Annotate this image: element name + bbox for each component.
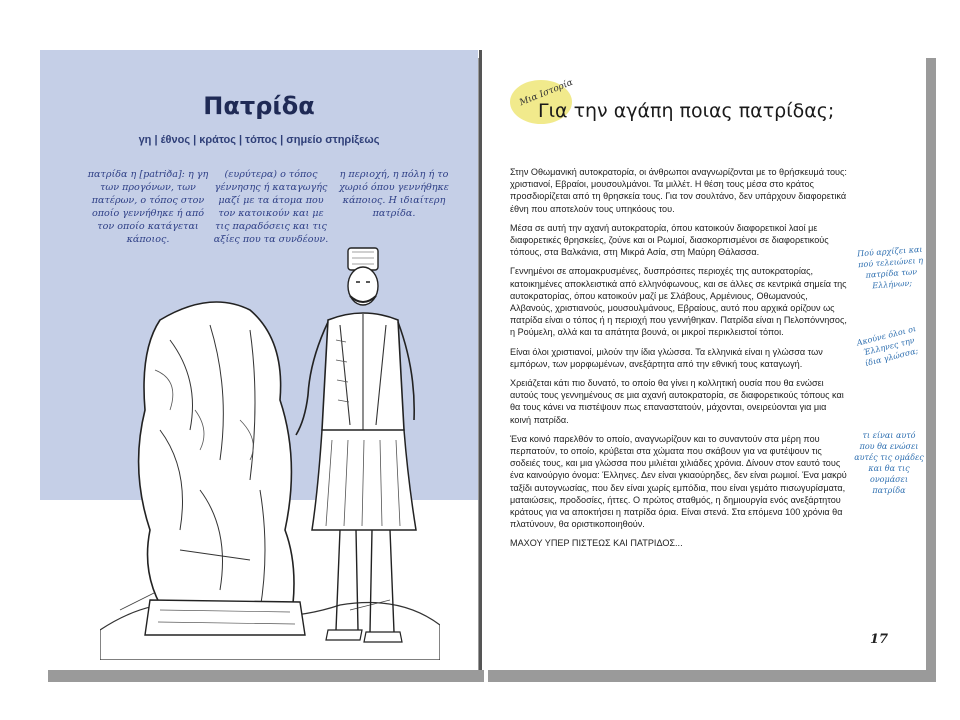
paragraph-4: Είναι όλοι χριστιανοί, μιλούν την ίδια γλώσσα. Τα ελληνικά είναι η γλώσσα των εμπόρων, των μορφωμένων, ανεξάρτητα από την εθνική τους καταγωγή.	[510, 346, 823, 369]
right-page	[482, 50, 926, 670]
definition-3: η περιοχή, η πόλη ή το χωριό όπου γεννήθηκε κάποιος. Η ιδιαίτερη πατρίδα.	[339, 169, 449, 219]
page-number: 17	[870, 632, 889, 647]
margin-note-1: Πού αρχίζει και πού τελειώνει η πατρίδα των Ελλήνων;	[856, 244, 924, 291]
paragraph-3: Γεννημένοι σε απομακρυσμένες, δυσπρόσιτες περιοχές της αυτοκρατορίας, κατοικημένες αποκλειστικά από ελληνόφωνους, και σε άλλες σε κεντρικά σημεία της αυτοκρατορίας, όπου κατοικούν μαζί με Σλάβους, Αρμένιους, Οθωμανούς, Αλβανούς, χριστιανούς, μουσουλμάνους, Εβραίους, αυτό που αρχικά ορίζουν ως πατρίδα είναι ο τόπος ή η περιοχή που γεννήθηκαν. Πατρίδα είναι η Πελοπόννησος, η Ρούμελη, αλλά και τα απάτητα βουνά, οι μικροί περικλειστοί τόποι.	[510, 266, 847, 338]
right-page-title: Για την αγάπη ποιας πατρίδας;	[538, 100, 835, 122]
page-subtitle: γη | έθνος | κράτος | τόπος | σημείο στηρίξεως	[138, 134, 380, 146]
definition-2: (ευρύτερα) ο τόπος γέννησης ή καταγωγής μαζί με τα άτομα που τον κατοικούν και με τις παραδόσεις και τις αξίες που τα συνδέουν.	[213, 169, 329, 245]
paragraph-2: Μέσα σε αυτή την αχανή αυτοκρατορία, όπου κατοικούν διαφορετικοί λαοί με διαφορετικές θρησκείες, ζούνε και οι Ρωμιοί, διασκορπισμένοι σε διαφορετικούς τόπους, στα Βαλκάνια, στη Μικρά Ασία, στη Μαύρη Θάλασσα.	[510, 222, 829, 258]
story-stamp-text: Μια Ιστορία	[518, 77, 575, 109]
illustration-statue-and-man	[100, 230, 440, 660]
margin-note-3: τι είναι αυτό που θα ενώσει αυτές τις ομάδες και θα τις ονομάσει πατρίδα	[854, 431, 924, 495]
paragraph-6: Ένα κοινό παρελθόν το οποίο, αναγνωρίζουν και το συναντούν στα μέρη που περπατούν, το οποίο, κρύβεται στα χώματα που σκάβουν για να φυτέψουν τις σοδειές τους, και μια γλώσσα που μιλιέται χιλιάδες χρόνια. Δίνουν στον εαυτό τους ένα καινούργιο όνομα: Έλληνες. Δεν είναι γκιαούρηδες, δεν είναι ρωμιοί. Ένα μακρύ ταξίδι αυτογνωσίας, που δεν είναι χωρίς εμπόδια, που είναι γεμάτο πισωγυρίσματα, ματαιώσεις, προδοσίες, ήττες. Ο πρώτος σταθμός, η δημιουργία ενός ανεξάρτητου κράτους για να αποκτήσει η πατρίδα όρια. Είναι στενά. Στα επόμενα 100 χρόνια θα πλατύνουν, θα οριστικοποιηθούν.	[510, 433, 847, 530]
page-title: Πατρίδα	[203, 92, 315, 120]
definition-1: πατρίδα η [patriða]: η γη των προγόνων, των πατέρων, ο τόπος στον οποίο γεννήθηκε ή από τον οποίο κατάγεται κάποιος.	[87, 169, 209, 245]
paragraph-7: ΜΑΧΟΥ ΥΠΕΡ ΠΙΣΤΕΩΣ ΚΑΙ ΠΑΤΡΙΔΟΣ...	[510, 538, 683, 549]
paragraph-5: Χρειάζεται κάτι πιο δυνατό, το οποίο θα γίνει η κολλητική ουσία που θα ενώσει αυτούς τους γεννημένους σε μια αχανή αυτοκρατορία, σε διαφορετικούς τόπους και θα τους κάνει να πιστέψουν πως επαναστατούν, μάχονται, ονειρεύονται για μια κοινή πατρίδα.	[510, 378, 844, 425]
body-text	[510, 166, 850, 557]
paragraph-1: Στην Οθωμανική αυτοκρατορία, οι άνθρωποι αναγνωρίζονται με το θρήσκευμά τους: χριστιανοί, Εβραίοι, μουσουλμάνοι. Τα μιλλέτ. Η θέση τους μέσα στο κράτος προσδιορίζεται από τη θρησκεία τους. Για τον σουλτάνο, δεν υπάρχουν διαφορετικά έθνη που αποτελούν τους υπηκόους του.	[510, 167, 847, 214]
left-page	[40, 50, 478, 670]
margin-note-2: Ακούνε όλοι οι Έλληνες την ίδια γλώσσα;	[855, 324, 920, 369]
